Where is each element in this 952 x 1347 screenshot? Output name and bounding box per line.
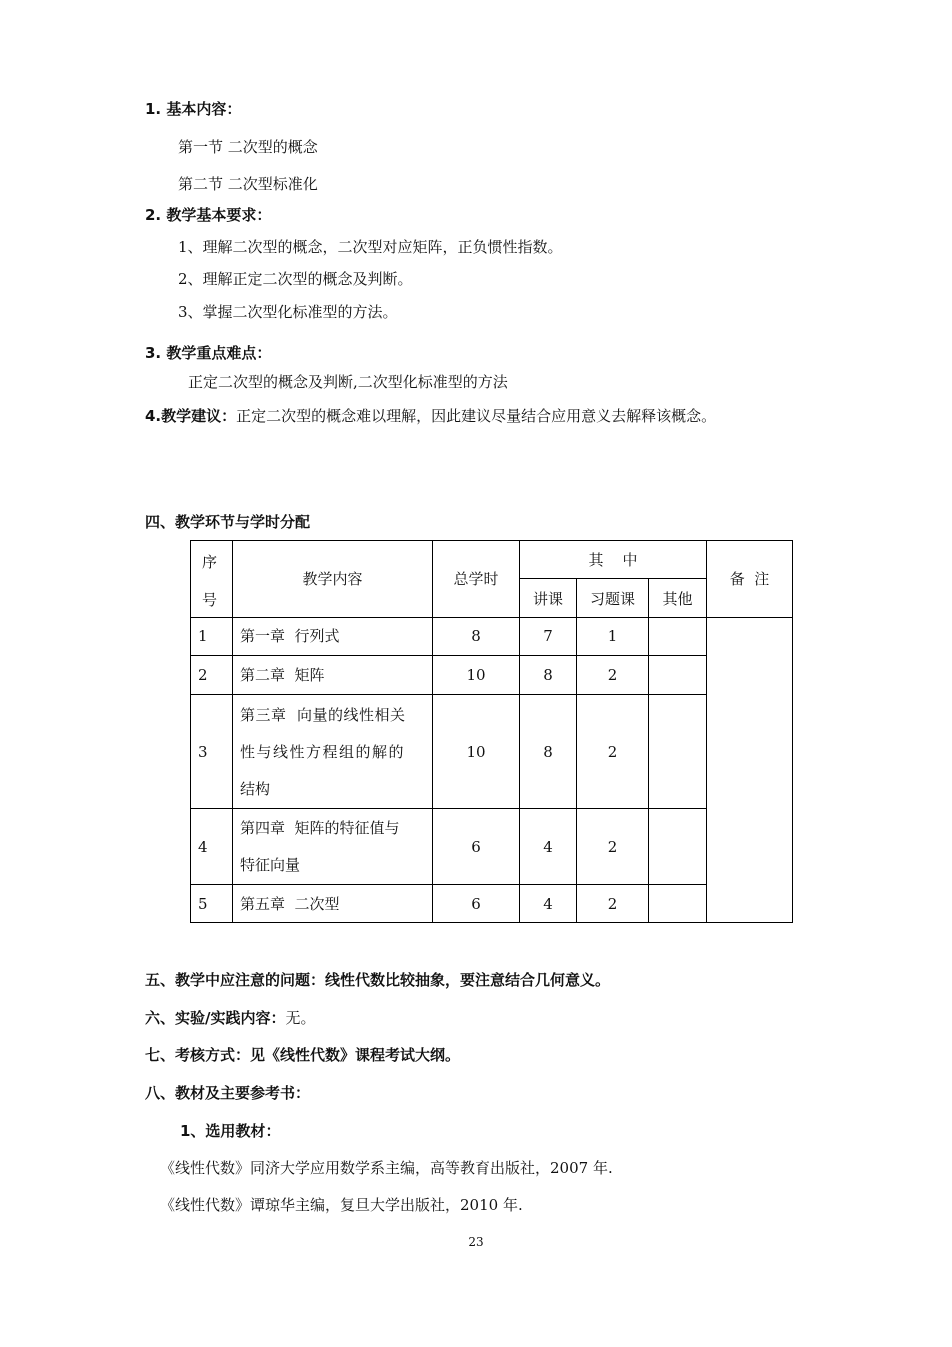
cell-total: 10 <box>466 743 486 761</box>
key-points-text: 正定二次型的概念及判断,二次型化标准型的方法 <box>188 373 508 391</box>
cell-exercise: 2 <box>607 895 618 913</box>
cell-content: 性与线性方程组的解的 <box>240 743 406 761</box>
header-total: 总学时 <box>453 570 499 588</box>
header-other: 其他 <box>662 590 693 608</box>
heading-teaching-requirements <box>145 205 271 225</box>
cell-no: 1 <box>198 627 208 645</box>
cell-total: 6 <box>471 895 481 913</box>
heading-number: 4. <box>145 407 162 425</box>
heading-number: 3. <box>145 344 162 362</box>
heading-key-points <box>145 343 271 363</box>
heading-basic-content <box>145 99 241 119</box>
list-item: 第一节 二次型的概念 <box>178 138 318 156</box>
section-six <box>145 1008 316 1028</box>
requirement-item: 1、理解二次型的概念，二次型对应矩阵，正负惯性指数。 <box>178 238 563 256</box>
section-eight-title: 八、教材及主要参考书： <box>145 1084 311 1102</box>
header-among: 其 中 <box>588 551 638 569</box>
heading-number: 2. <box>145 206 162 224</box>
section-eight-sub: 1、选用教材： <box>180 1122 281 1140</box>
header-no-2: 号 <box>202 591 218 609</box>
suggestion-text: 正定二次型的概念难以理解，因此建议尽量结合应用意义去解释该概念。 <box>236 407 717 425</box>
heading-label: 基本内容： <box>166 100 242 118</box>
cell-content: 第三章 向量的线性相关 <box>240 706 406 724</box>
requirement-item: 3、掌握二次型化标准型的方法。 <box>178 303 398 321</box>
teaching-suggestion <box>145 406 716 426</box>
cell-exercise: 2 <box>607 838 618 856</box>
cell-no: 3 <box>198 743 208 761</box>
header-exercise: 习题课 <box>589 590 635 608</box>
book-item: 《线性代数》同济大学应用数学系主编，高等教育出版社，2007 年. <box>160 1159 613 1177</box>
requirement-item: 2、理解正定二次型的概念及判断。 <box>178 270 413 288</box>
heading-label: 教学基本要求： <box>166 206 272 224</box>
cell-no: 5 <box>198 895 208 913</box>
section-five: 五、教学中应注意的问题：线性代数比较抽象，要注意结合几何意义。 <box>145 971 611 989</box>
heading-number: 1. <box>145 100 162 118</box>
cell-total: 6 <box>471 838 481 856</box>
section-seven: 七、考核方式：见《线性代数》课程考试大纲。 <box>145 1046 461 1064</box>
cell-content: 第一章 行列式 <box>240 627 340 645</box>
header-remark: 备 注 <box>729 570 770 588</box>
cell-total: 10 <box>466 666 486 684</box>
cell-lecture: 4 <box>543 838 553 856</box>
cell-total: 8 <box>471 627 481 645</box>
list-item: 第二节 二次型标准化 <box>178 175 318 193</box>
cell-no: 4 <box>198 838 208 856</box>
cell-content: 第五章 二次型 <box>240 895 340 913</box>
page-number: 23 <box>468 1235 484 1249</box>
cell-lecture: 7 <box>543 627 553 645</box>
cell-content: 第四章 矩阵的特征值与 <box>240 819 400 837</box>
cell-lecture: 4 <box>543 895 553 913</box>
header-content: 教学内容 <box>302 570 363 588</box>
cell-content: 特征向量 <box>240 856 301 874</box>
header-no-1: 序 <box>202 553 218 571</box>
cell-lecture: 8 <box>543 743 553 761</box>
book-item: 《线性代数》谭琼华主编，复旦大学出版社，2010 年. <box>160 1196 523 1214</box>
cell-exercise: 2 <box>607 743 618 761</box>
cell-exercise: 1 <box>607 627 618 645</box>
hours-table <box>190 540 793 923</box>
heading-label: 教学建议： <box>161 407 237 425</box>
section-six-label: 六、实验/实践内容： <box>145 1009 286 1027</box>
section-six-value: 无。 <box>285 1009 316 1027</box>
cell-content: 第二章 矩阵 <box>240 666 325 684</box>
cell-content: 结构 <box>240 780 271 798</box>
heading-label: 教学重点难点： <box>166 344 272 362</box>
cell-exercise: 2 <box>607 666 618 684</box>
cell-lecture: 8 <box>543 666 553 684</box>
cell-no: 2 <box>198 666 208 684</box>
section-title: 四、教学环节与学时分配 <box>145 513 311 531</box>
header-lecture: 讲课 <box>532 590 563 608</box>
